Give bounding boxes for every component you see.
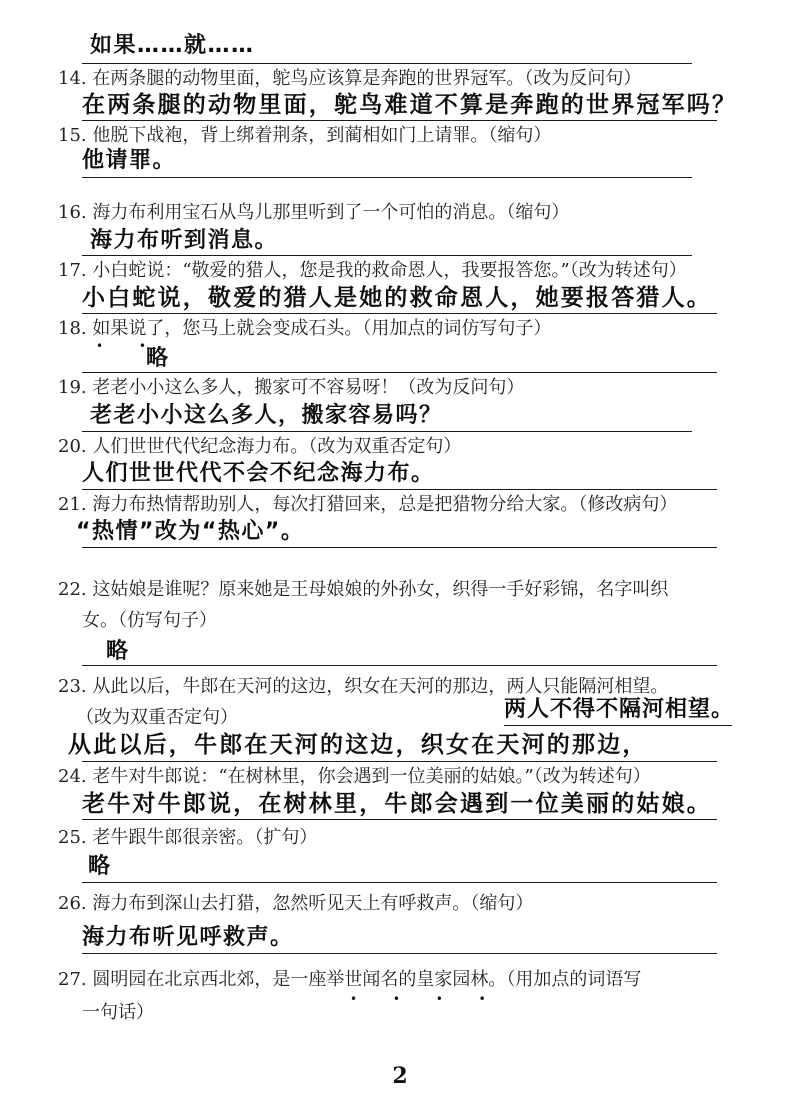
question-15: 15. 他脱下战袍，背上绑着荆条，到蔺相如门上请罪。（缩句） bbox=[58, 125, 552, 146]
question-23: 23. 从此以后，牛郎在天河的这边，织女在天河的那边，两人只能隔河相望。 bbox=[58, 676, 669, 697]
answer-26: 海力布听见呼救声。 bbox=[82, 925, 294, 950]
answer-15: 他请罪。 bbox=[82, 148, 177, 173]
question-27: 27. 圆明园在北京西北郊，是一座举世闻名的皇家园林。（用加点的词语写 bbox=[58, 969, 642, 990]
answer-13: 如果……就…… bbox=[90, 33, 255, 58]
answer-19: 老老小小这么多人，搬家容易吗？ bbox=[90, 403, 443, 428]
question-19: 19. 老老小小这么多人，搬家可不容易呀！（改为反问句） bbox=[58, 377, 525, 398]
answer-line bbox=[82, 819, 717, 820]
question-24: 24. 老牛对牛郎说：“在树林里，你会遇到一位美丽的姑娘。”（改为转述句） bbox=[58, 766, 651, 787]
answer-22: 略 bbox=[106, 639, 130, 664]
answer-20: 人们世世代代不会不纪念海力布。 bbox=[82, 461, 435, 486]
answer-23-part1: 两人不得不隔河相望。 bbox=[504, 697, 735, 722]
answer-17: 小白蛇说，敬爱的猎人是她的救命恩人，她要报答猎人。 bbox=[82, 285, 712, 311]
answer-line bbox=[82, 953, 717, 954]
answer-16: 海力布听到消息。 bbox=[90, 228, 279, 253]
emphasis-dots: • • bbox=[96, 339, 162, 353]
question-23-cont: （改为双重否定句） bbox=[76, 707, 238, 728]
answer-14: 在两条腿的动物里面，鸵鸟难道不算是奔跑的世界冠军吗？ bbox=[82, 92, 738, 118]
answer-23-part2: 从此以后，牛郎在天河的这边，织女在天河的那边， bbox=[68, 732, 648, 758]
answer-line bbox=[82, 547, 717, 548]
answer-line bbox=[82, 665, 717, 666]
question-27-cont: 一句话） bbox=[82, 1002, 154, 1023]
answer-line bbox=[82, 63, 692, 64]
question-21: 21. 海力布热情帮助别人，每次打猎回来，总是把猎物分给大家。（修改病句） bbox=[58, 494, 678, 515]
emphasis-dots: • • • • bbox=[350, 992, 502, 1006]
answer-line bbox=[82, 120, 717, 121]
answer-line bbox=[82, 431, 692, 432]
answer-18: 略 bbox=[146, 346, 170, 371]
answer-line bbox=[504, 725, 732, 726]
question-26: 26. 海力布到深山去打猎，忽然听见天上有呼救声。（缩句） bbox=[58, 893, 534, 914]
question-14: 14. 在两条腿的动物里面，鸵鸟应该算是奔跑的世界冠军。（改为反问句） bbox=[58, 68, 642, 89]
answer-21: “热情”改为“热心”。 bbox=[76, 519, 305, 544]
question-22-cont: 女。（仿写句子） bbox=[82, 610, 217, 631]
answer-line bbox=[82, 489, 717, 490]
answer-24: 老牛对牛郎说，在树林里，牛郎会遇到一位美丽的姑娘。 bbox=[82, 791, 712, 817]
question-18: 18. 如果说了，您马上就会变成石头。（用加点的词仿写句子） bbox=[58, 318, 552, 339]
question-17: 17. 小白蛇说：“敬爱的猎人，您是我的救命恩人，我要报答您。”（改为转述句） bbox=[58, 260, 687, 281]
question-22: 22. 这姑娘是谁呢？原来她是王母娘娘的外孙女，织得一手好彩锦，名字叫织 bbox=[58, 579, 669, 600]
answer-line bbox=[82, 255, 692, 256]
question-20: 20. 人们世世代代纪念海力布。（改为双重否定句） bbox=[58, 436, 462, 457]
answer-line bbox=[82, 177, 692, 178]
answer-line bbox=[82, 882, 717, 883]
question-16: 16. 海力布利用宝石从鸟儿那里听到了一个可怕的消息。（缩句） bbox=[58, 202, 570, 223]
answer-line bbox=[82, 372, 717, 373]
page-number: 2 bbox=[392, 1063, 408, 1089]
answer-line bbox=[82, 761, 717, 762]
answer-line bbox=[82, 313, 717, 314]
question-25: 25. 老牛跟牛郎很亲密。（扩句） bbox=[58, 827, 318, 848]
answer-25: 略 bbox=[88, 854, 112, 879]
